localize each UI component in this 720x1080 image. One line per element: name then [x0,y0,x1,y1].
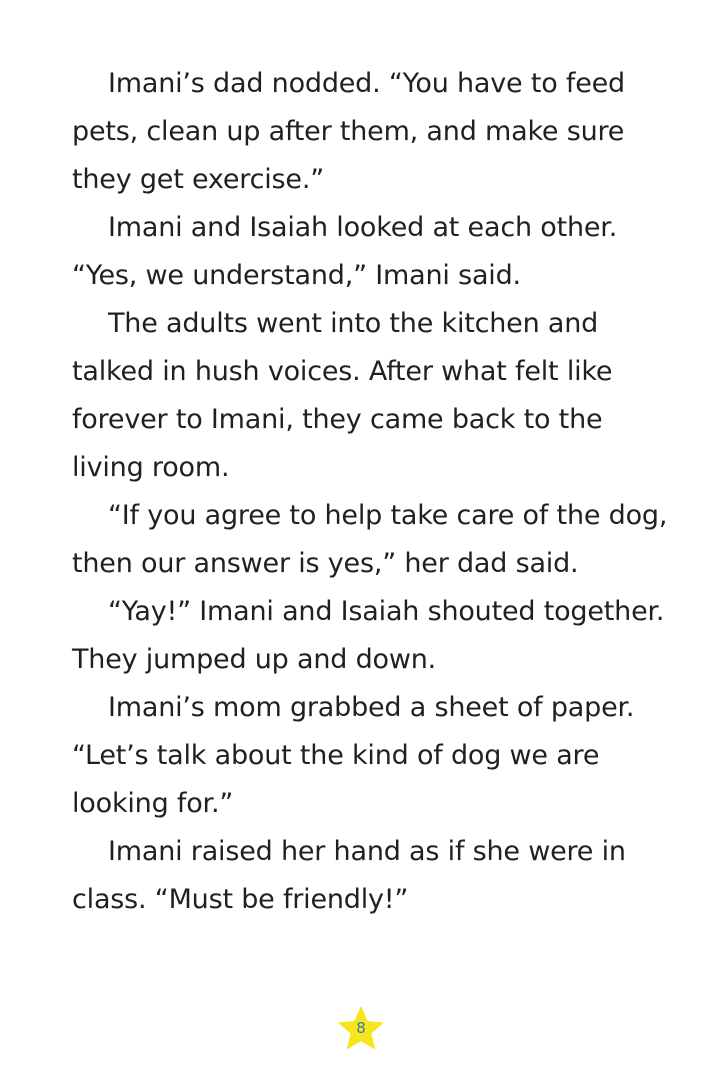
paragraph: The adults went into the kitchen and talked in hush voices. After what felt like forever to Imani, they came back to the living room. [72,308,613,483]
paragraph: “If you agree to help take care of the dog, then our answer is yes,” her dad said. [72,500,668,579]
paragraph: Imani raised her hand as if she were in class. “Must be friendly!” [72,836,626,915]
paragraph: Imani’s dad nodded. “You have to feed pets, clean up after them, and make sure they get exercise.” [72,68,625,195]
story-text [72,60,672,924]
page-number: 8 [356,1019,366,1037]
paragraph: Imani and Isaiah looked at each other. “Yes, we understand,” Imani said. [72,212,618,291]
paragraph: Imani’s mom grabbed a sheet of paper. “Let’s talk about the kind of dog we are looking for.” [72,692,635,819]
paragraph: “Yay!” Imani and Isaiah shouted together. They jumped up and down. [72,596,665,675]
page-marker [338,1006,384,1052]
